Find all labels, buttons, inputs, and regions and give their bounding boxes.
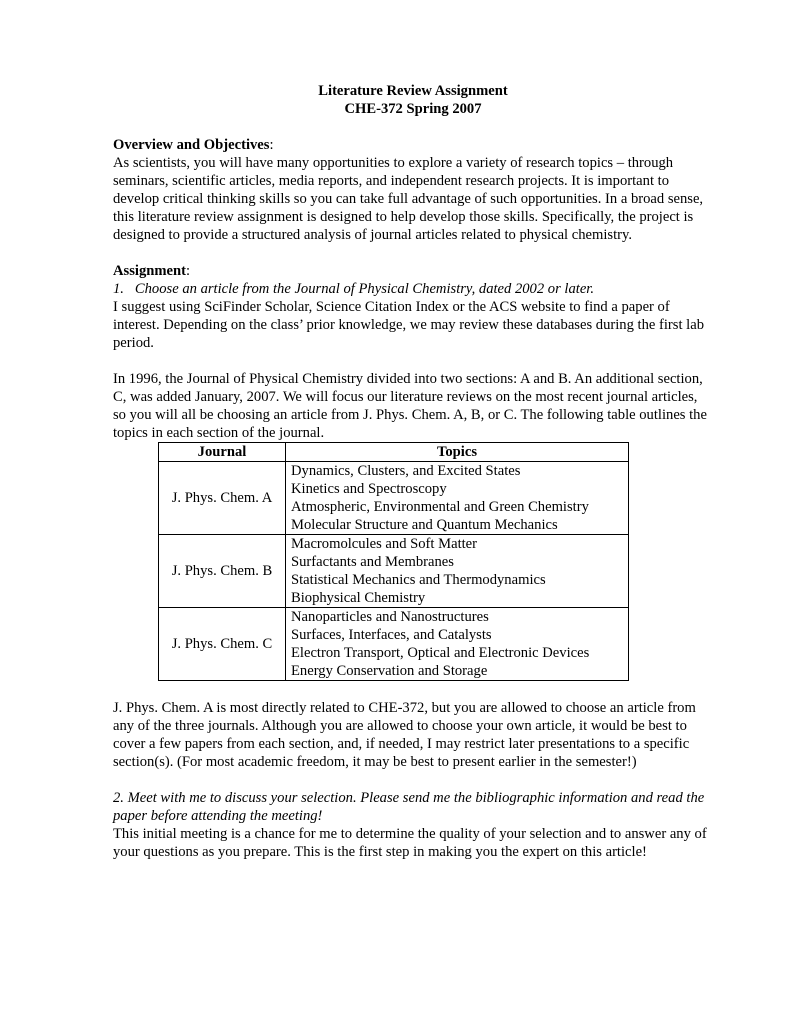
journal-choice-paragraph: J. Phys. Chem. A is most directly related to CHE-372, but you are allowed to choose an article from any of the three journals. Although you are allowed to choose your own article, it would be best to cover a few papers from each section, and, if needed, I may restrict later presentations to a specific section(s). (For most academic freedom, it may be best to present earlier in the semester!) [113,700,696,770]
overview-section [113,136,713,244]
topic-item: Dynamics, Clusters, and Excited States [291,463,521,479]
table-row [159,535,629,608]
table-row [159,608,629,681]
topic-item: Surfactants and Membranes [291,554,454,570]
overview-heading: Overview and Objectives: [113,137,274,153]
title-line-1: Literature Review Assignment [318,83,508,99]
topic-item: Nanoparticles and Nanostructures [291,609,489,625]
step-1-paragraph: I suggest using SciFinder Scholar, Science Citation Index or the ACS website to find a paper of interest. Depending on the class’ prior knowledge, we may review these databases during the first lab period. [113,299,704,351]
assignment-heading: Assignment: [113,263,191,279]
table-header-row [159,443,629,462]
journal-cell: J. Phys. Chem. B [159,535,286,608]
topic-item: Biophysical Chemistry [291,590,426,606]
topic-item: Statistical Mechanics and Thermodynamics [291,572,546,588]
title-line-2: CHE-372 Spring 2007 [344,101,482,117]
step-2-heading: 2. Meet with me to discuss your selection. Please send me the bibliographic information and read the paper before attending the meeting! [113,790,705,824]
topic-item: Macromolcules and Soft Matter [291,536,478,552]
topic-item: Surfaces, Interfaces, and Catalysts [291,627,492,643]
overview-paragraph: As scientists, you will have many opportunities to explore a variety of research topics – through seminars, scientific articles, media reports, and independent research projects. It is important to develop critical thinking skills so you can take full advantage of such opportunities. In a broad sense, this literature review assignment is designed to help develop those skills. Specifically, the project is designed to provide a structured analysis of journal articles related to physical chemistry. [113,155,704,243]
topic-item: Kinetics and Spectroscopy [291,481,447,497]
topics-cell [286,535,629,608]
sections-paragraph: In 1996, the Journal of Physical Chemistry divided into two sections: A and B. An additional section, C, was added January, 2007. We will focus our literature reviews on the most recent journal articles, so you will all be choosing an article from J. Phys. Chem. A, B, or C. The following table outlines the topics in each section of the journal. [113,371,707,441]
topic-item: Atmospheric, Environmental and Green Chemistry [291,499,589,515]
topic-item: Electron Transport, Optical and Electronic Devices [291,645,590,661]
assignment-section [113,262,713,442]
topics-column-header: Topics [286,443,629,462]
topics-cell [286,608,629,681]
journal-cell: J. Phys. Chem. C [159,608,286,681]
journal-column-header: Journal [159,443,286,462]
step-2-paragraph: This initial meeting is a chance for me to determine the quality of your selection and to answer any of your questions as you prepare. This is the first step in making you the expert on this article! [113,826,707,860]
topic-item: Energy Conservation and Storage [291,663,488,679]
document-title [113,82,713,118]
topic-item: Molecular Structure and Quantum Mechanics [291,517,558,533]
journal-cell: J. Phys. Chem. A [159,462,286,535]
table-row [159,462,629,535]
document-page [113,82,713,861]
journal-topics-table [158,442,629,681]
topics-cell [286,462,629,535]
step-1-heading: 1. Choose an article from the Journal of Physical Chemistry, dated 2002 or later. [113,281,595,297]
